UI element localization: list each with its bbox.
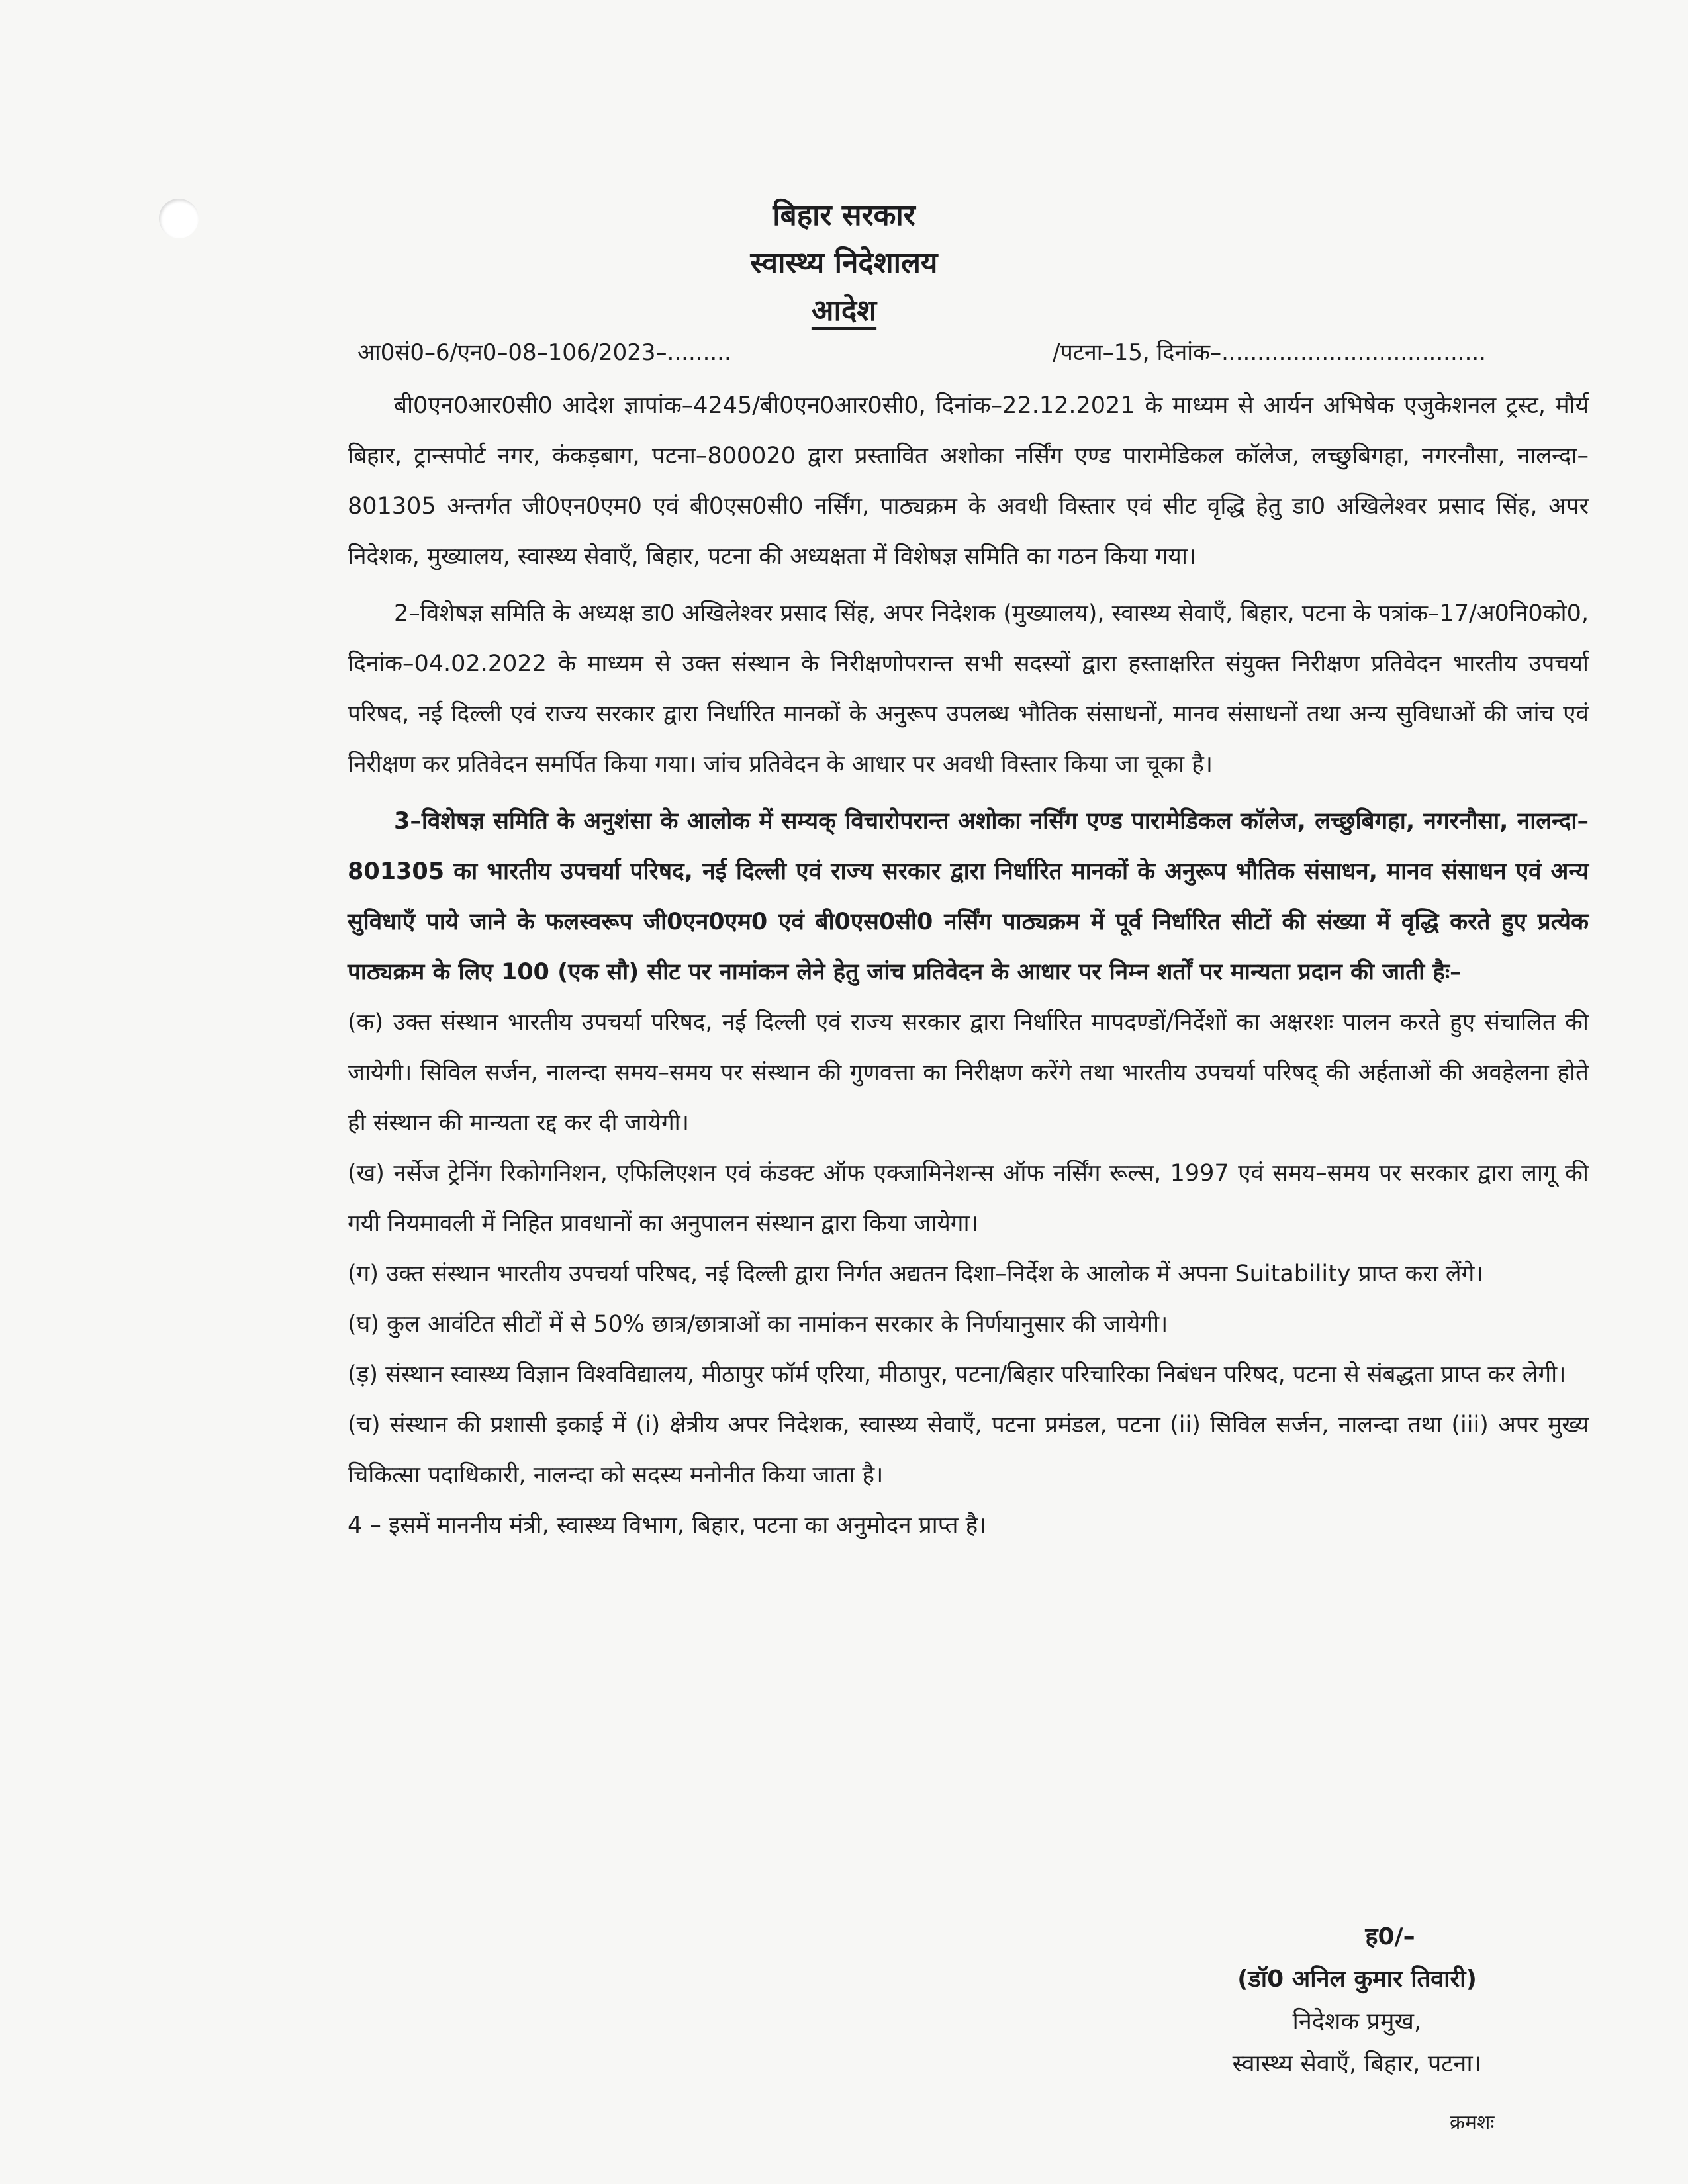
directorate-title: स्वास्थ्य निदेशालय xyxy=(750,246,938,280)
condition-ga: (ग) उक्त संस्थान भारतीय उपचर्या परिषद, नई दिल्ली द्वारा निर्गत अद्यतन दिशा–निर्देश के आलोक में अपना Suitability प्राप्त करा लेंगे। xyxy=(348,1261,1483,1287)
paragraph-3: 3–विशेषज्ञ समिति के अनुशंसा के आलोक में सम्यक् विचारोपरान्त अशोका नर्सिंग एण्ड पारामेडिकल कॉलेज, लच्छुबिगहा, नगरनौसा, नालन्दा–801305 का भारतीय उपचर्या परिषद, नई दिल्ली एवं राज्य सरकार द्वारा निर्धारित मानकों के अनुरूप भौतिक संसाधन, मानव संसाधन एवं अन्य सुविधाएँ पाये जाने के फलस्वरूप जी0एन0एम0 एवं बी0एस0सी0 नर्सिंग पाठ्यक्रम में पूर्व निर्धारित सीटों की संख्या में वृद्धि करते हुए प्रत्येक पाठ्यक्रम के लिए 100 (एक सौ) सीट पर नामांकन लेने हेतु जांच प्रतिवेदन के आधार पर निम्न शर्तों पर मान्यता प्रदान की जाती हैः– xyxy=(348,808,1589,985)
order-title: आदेश xyxy=(811,294,877,328)
paragraph-4: 4 – इसमें माननीय मंत्री, स्वास्थ्य विभाग, बिहार, पटना का अनुमोदन प्राप्त है। xyxy=(348,1512,987,1539)
government-title: बिहार सरकार xyxy=(773,199,915,232)
reference-number: आ0सं0–6/एन0–08–106/2023–......... xyxy=(357,340,731,366)
signatory-office: स्वास्थ्य सेवाएँ, बिहार, पटना। xyxy=(1232,2050,1482,2077)
continued-marker: क्रमशः xyxy=(1450,2111,1495,2134)
condition-gha: (घ) कुल आवंटित सीटों में से 50% छात्र/छात्राओं का नामांकन सरकार के निर्णयानुसार की जायेगी। xyxy=(348,1311,1168,1338)
condition-ka: (क) उक्त संस्थान भारतीय उपचर्या परिषद, नई दिल्ली एवं राज्य सरकार द्वारा निर्धारित मापदण्डों/निर्देशों का अक्षरशः पालन करते हुए संचालित की जायेगी। सिविल सर्जन, नालन्दा समय–समय पर संस्थान की गुणवत्ता का निरीक्षण करेंगे तथा भारतीय उपचर्या परिषद् की अर्हताओं की अवहेलना होते ही संस्थान की मान्यता रद्द कर दी जायेगी। xyxy=(348,1009,1589,1136)
signatory-designation: निदेशक प्रमुख, xyxy=(1292,2008,1422,2035)
document-header xyxy=(0,192,1688,335)
signature-block xyxy=(1125,1916,1589,2085)
paragraph-1: बी0एन0आर0सी0 आदेश ज्ञापांक–4245/बी0एन0आर0सी0, दिनांक–22.12.2021 के माध्यम से आर्यन अभिषेक एजुकेशनल ट्रस्ट, मौर्य बिहार, ट्रान्सपोर्ट नगर, कंकड़बाग, पटना–800020 द्वारा प्रस्तावित अशोका नर्सिंग एण्ड पारामेडिकल कॉलेज, लच्छुबिगहा, नगरनौसा, नालन्दा–801305 अन्तर्गत जी0एन0एम0 एवं बी0एस0सी0 नर्सिंग, पाठ्यक्रम के अवधी विस्तार एवं सीट वृद्धि हेतु डा0 अखिलेश्वर प्रसाद सिंह, अपर निदेशक, मुख्यालय, स्वास्थ्य सेवाएँ, बिहार, पटना की अध्यक्षता में विशेषज्ञ समिति का गठन किया गया। xyxy=(348,392,1589,570)
condition-kha: (ख) नर्सेज ट्रेनिंग रिकोगनिशन, एफिलिएशन एवं कंडक्ट ऑफ एक्जामिनेशन्स ऑफ नर्सिंग रूल्स, 1997 एवं समय–समय पर सरकार द्वारा लागू की गयी नियमावली में निहित प्रावधानों का अनुपालन संस्थान द्वारा किया जायेगा। xyxy=(348,1160,1589,1237)
paragraph-2: 2–विशेषज्ञ समिति के अध्यक्ष डा0 अखिलेश्वर प्रसाद सिंह, अपर निदेशक (मुख्यालय), स्वास्थ्य सेवाएँ, बिहार, पटना के पत्रांक–17/अ0नि0को0, दिनांक–04.02.2022 के माध्यम से उक्त संस्थान के निरीक्षणोपरान्त सभी सदस्यों द्वारा हस्ताक्षरित संयुक्त निरीक्षण प्रतिवेदन भारतीय उपचर्या परिषद, नई दिल्ली एवं राज्य सरकार द्वारा निर्धारित मानकों के अनुरूप उपलब्ध भौतिक संसाधनों, मानव संसाधनों तथा अन्य सुविधाओं की जांच एवं निरीक्षण कर प्रतिवेदन समर्पित किया गया। जांच प्रतिवेदन के आधार पर अवधी विस्तार किया जा चूका है। xyxy=(348,600,1589,778)
reference-line xyxy=(357,336,1549,369)
signatory-name: (डॉ0 अनिल कुमार तिवारी) xyxy=(1237,1966,1477,1993)
signature-mark: ह0/– xyxy=(1365,1923,1415,1950)
condition-nga: (ड़) संस्थान स्वास्थ्य विज्ञान विश्वविद्यालय, मीठापुर फॉर्म एरिया, मीठापुर, पटना/बिहार परिचारिका निबंधन परिषद, पटना से संबद्धता प्राप्त कर लेगी। xyxy=(348,1361,1566,1388)
order-body xyxy=(348,381,1589,1551)
condition-cha: (च) संस्थान की प्रशासी इकाई में (i) क्षेत्रीय अपर निदेशक, स्वास्थ्य सेवाएँ, पटना प्रमंडल, पटना (ii) सिविल सर्जन, नालन्दा तथा (iii) अपर मुख्य चिकित्सा पदाधिकारी, नालन्दा को सदस्य मनोनीत किया जाता है। xyxy=(348,1412,1589,1488)
place-date: /पटना–15, दिनांक–..................................... xyxy=(1053,340,1486,366)
